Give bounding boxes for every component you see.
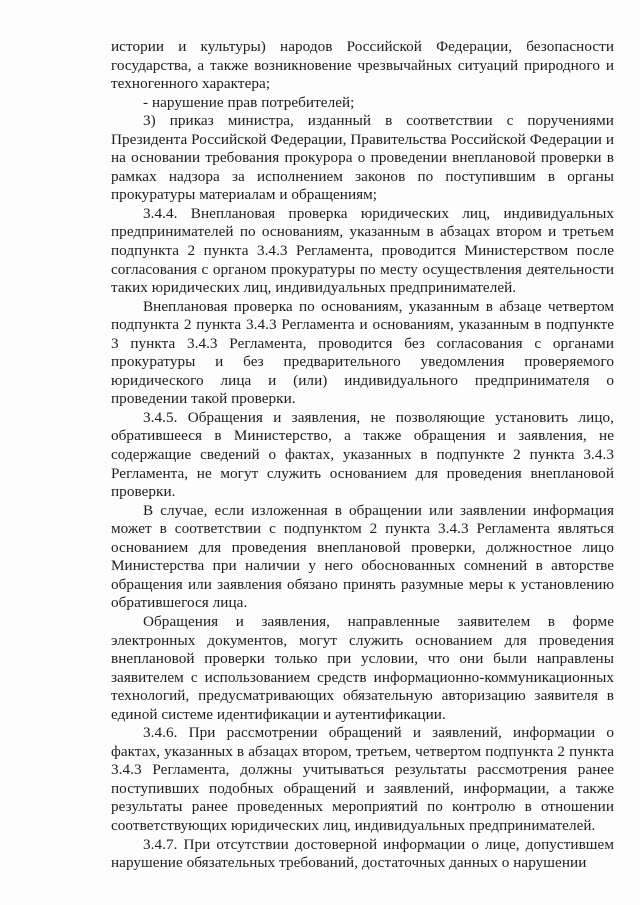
paragraph-consumer-rights: - нарушение прав потребителей; [143, 93, 355, 111]
paragraph-3-4-4: 3.4.4. Внеплановая проверка юридических лиц, индивидуальных предпринимателей по основаниям, указанным в абзацах втором и третьем подпункта 2 пункта 3.4.3 Регламента, проводится Министерством после согласования с органом прокуратуры по месту осуществления деятельности таких юридических лиц, индивидуальных предпринимателей. [111, 204, 614, 297]
paragraph-unscheduled-inspection: Внеплановая проверка по основаниям, указанным в абзаце четвертом подпункта 2 пункта 3.4.3 Регламента и основаниям, указанным в подпункте 3 пункта 3.4.3 Регламента, проводится без согласования с органами прокуратуры и без предварительного уведомления проверяемого юридического лица и (или) индивидуального предпринимателя о проведении такой проверки. [111, 297, 614, 408]
paragraph-3-4-5: 3.4.5. Обращения и заявления, не позволяющие установить лицо, обратившееся в Министерство, а также обращения и заявления, не содержащие сведений о фактах, указанных в подпункте 2 пункта 3.4.3 Регламента, не могут служить основанием для проведения внеплановой проверки. [111, 408, 614, 501]
paragraph-in-case: В случае, если изложенная в обращении или заявлении информация может в соответствии с подпунктом 2 пункта 3.4.3 Регламента являться основанием для проведения внеплановой проверки, должностное лицо Министерства при наличии у него обоснованных сомнений в авторстве обращения или заявления обязано принять разумные меры к установлению обратившегося лица. [111, 501, 614, 612]
paragraph-3-4-7: 3.4.7. При отсутствии достоверной информации о лице, допустившем нарушение обязательных требований, достаточных данных о нарушении [111, 835, 614, 872]
paragraph-continuation: истории и культуры) народов Российской Федерации, безопасности государства, а также возникновение чрезвычайных ситуаций природного и техногенного характера; [111, 38, 614, 93]
document-body [111, 38, 614, 873]
paragraph-3-4-6: 3.4.6. При рассмотрении обращений и заявлений, информации о фактах, указанных в абзацах втором, третьем, четвертом подпункта 2 пункта 3.4.3 Регламента, должны учитываться результаты рассмотрения ранее поступивших подобных обращений и заявлений, информации, а также результаты ранее проведенных мероприятий по контролю в отношении соответствующих юридических лиц, индивидуальных предпринимателей. [111, 724, 614, 834]
paragraph-minister-order: 3) приказ министра, изданный в соответствии с поручениями Президента Российской Федерации, Правительства Российской Федерации и на основании требования прокурора о проведении внеплановой проверки в рамках надзора за исполнением законов по поступившим в органы прокуратуры материалам и обращениям; [111, 112, 614, 204]
paragraph-electronic-documents: Обращения и заявления, направленные заявителем в форме электронных документов, могут служить основанием для проведения внеплановой проверки только при условии, что они были направлены заявителем с использованием средств информационно-коммуникационных технологий, предусматривающих обязательную авторизацию заявителя в единой системе идентификации и аутентификации. [111, 612, 614, 723]
